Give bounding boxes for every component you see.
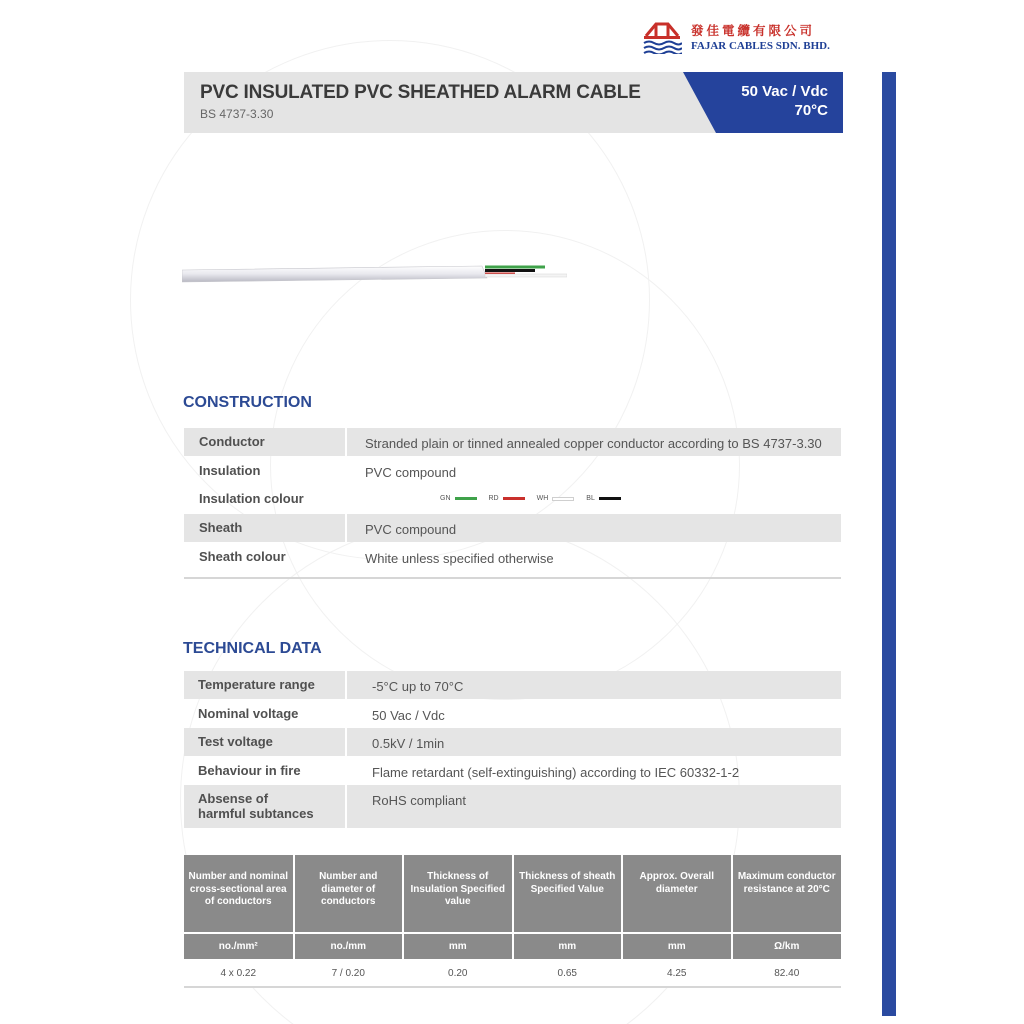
colour-swatch-white [552, 497, 574, 501]
spec-value: PVC compound [365, 465, 457, 480]
column-divider [345, 671, 347, 699]
table-units-row [184, 933, 841, 959]
rated-temperature: 70°C [794, 102, 828, 119]
column-header: Thickness of Insulation Specified value [403, 855, 513, 933]
column-header: Maximum conductor resistance at 20°C [732, 855, 842, 933]
product-standard: BS 4737-3.30 [200, 107, 274, 121]
table-header-row [184, 855, 841, 933]
column-header: Number and nominal cross-sectional area of conductors [184, 855, 294, 933]
spec-value: Stranded plain or tinned annealed copper conductor according to BS 4737-3.30 [365, 436, 822, 451]
colour-swatch-black [599, 497, 621, 500]
column-divider [345, 728, 347, 756]
unit-header: mm [513, 933, 623, 959]
spec-label: Sheath [199, 520, 243, 535]
colour-swatch-green [455, 497, 477, 500]
technical-row-test-voltage [184, 728, 841, 756]
colour-code-black: BL [586, 495, 595, 502]
table-bottom-rule [184, 986, 841, 988]
column-divider [345, 514, 347, 542]
spec-value: PVC compound [365, 522, 457, 537]
spec-value: -5°C up to 70°C [372, 679, 464, 694]
unit-header: mm [403, 933, 513, 959]
column-divider [345, 428, 347, 456]
spec-value: RoHS compliant [372, 793, 466, 808]
unit-header: no./mm² [184, 933, 294, 959]
spec-label: Conductor [199, 434, 265, 449]
company-logo [642, 20, 847, 56]
construction-row-conductor [184, 428, 841, 456]
technical-row-fire-behaviour [184, 757, 841, 785]
section-divider [184, 577, 841, 579]
unit-header: no./mm [294, 933, 404, 959]
column-header: Approx. Overall diameter [622, 855, 732, 933]
cable-dimensions-table [184, 855, 841, 987]
spec-label: Insulation colour [199, 491, 304, 506]
column-header: Thickness of sheath Specified Value [513, 855, 623, 933]
table-row [184, 959, 841, 987]
technical-data-heading: TECHNICAL DATA [183, 640, 322, 657]
column-divider [345, 785, 347, 828]
construction-row-sheath [184, 514, 841, 542]
table-cell: 7 / 0.20 [294, 959, 404, 987]
product-title: PVC INSULATED PVC SHEATHED ALARM CABLE [200, 82, 641, 103]
unit-header: Ω/km [732, 933, 842, 959]
technical-row-harmful-substances [184, 785, 841, 828]
column-header: Number and diameter of conductors [294, 855, 404, 933]
colour-code-red: RD [488, 495, 499, 502]
spec-label: Temperature range [198, 677, 315, 692]
technical-row-nominal-voltage [184, 700, 841, 728]
spec-label-line: Absense of [198, 791, 269, 806]
rating-badge [741, 82, 828, 120]
spec-value: White unless specified otherwise [365, 551, 554, 566]
spec-label: Test voltage [198, 734, 273, 749]
table-cell: 4.25 [622, 959, 732, 987]
spec-label-line: harmful subtances [198, 806, 314, 821]
brand-side-bar [882, 72, 896, 1016]
spec-value: 0.5kV / 1min [372, 736, 445, 751]
company-name: FAJAR CABLES SDN. BHD. [691, 40, 830, 52]
spec-label: Nominal voltage [198, 706, 299, 721]
spec-value: Flame retardant (self-extinguishing) according to IEC 60332-1-2 [372, 765, 740, 780]
company-logo-icon [642, 22, 682, 54]
table-cell: 82.40 [732, 959, 842, 987]
spec-label: Behaviour in fire [198, 763, 301, 778]
colour-swatch-red [503, 497, 525, 500]
cable-illustration [182, 262, 567, 286]
unit-header: mm [622, 933, 732, 959]
technical-row-temperature [184, 671, 841, 699]
construction-row-insulation [184, 457, 841, 485]
insulation-colour-legend [440, 495, 633, 502]
spec-label: Sheath colour [199, 549, 286, 564]
construction-row-sheath-colour [184, 543, 841, 571]
company-name-chinese: 發佳電纜有限公司 [691, 23, 816, 38]
colour-code-white: WH [536, 495, 549, 502]
table-cell: 0.65 [513, 959, 623, 987]
table-cell: 4 x 0.22 [184, 959, 294, 987]
rated-voltage: 50 Vac / Vdc [741, 83, 828, 100]
table-cell: 0.20 [403, 959, 513, 987]
colour-code-green: GN [440, 495, 451, 502]
spec-value: 50 Vac / Vdc [372, 708, 445, 723]
spec-label [198, 791, 314, 821]
construction-heading: CONSTRUCTION [183, 394, 312, 411]
spec-label: Insulation [199, 463, 261, 478]
